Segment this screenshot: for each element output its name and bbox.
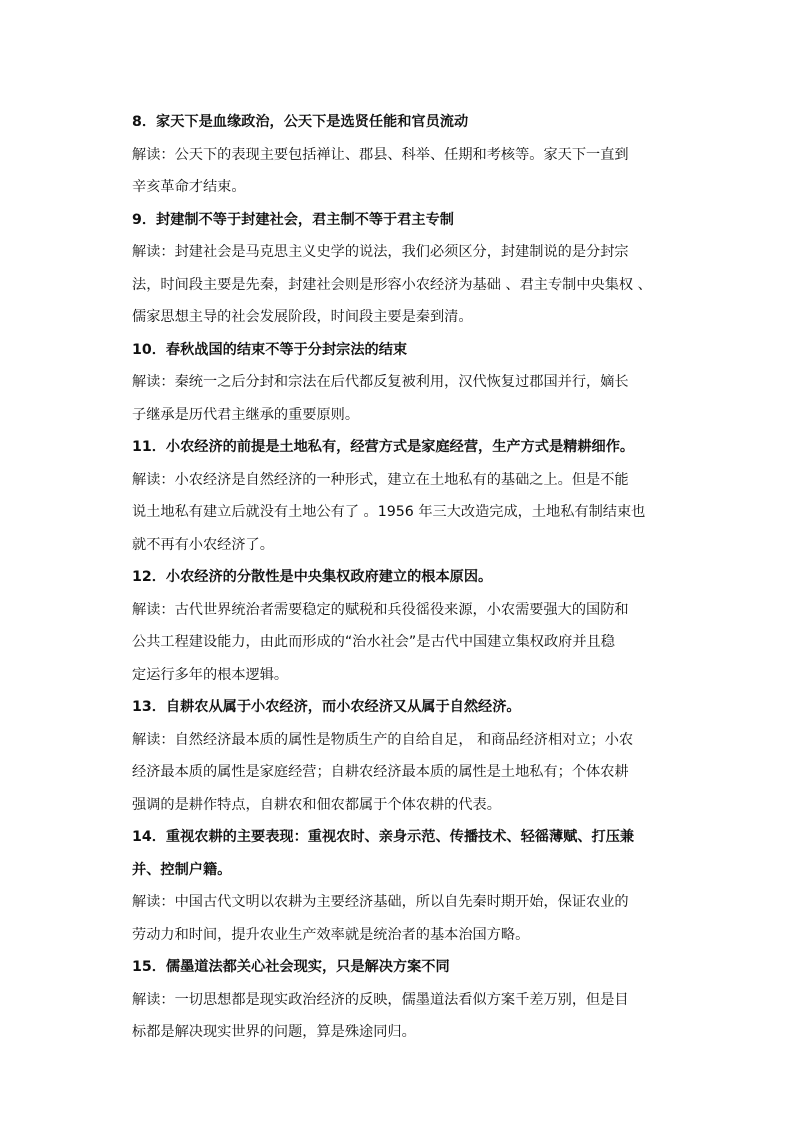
- item-explanation: 解读：封建社会是马克思主义史学的说法，我们必须区分，封建制说的是分封宗: [132, 244, 629, 260]
- item-heading: 8．家天下是血缘政治，公天下是选贤任能和官员流动: [132, 114, 469, 130]
- item-explanation: 解读：秦统一之后分封和宗法在后代都反复被利用，汉代恢复过郡国并行，嫡长: [132, 374, 629, 390]
- item-explanation: 解读：自然经济最本质的属性是物质生产的自给自足， 和商品经济相对立；小农: [132, 731, 634, 748]
- item-explanation: 就不再有小农经济了。: [132, 536, 274, 553]
- item-heading-continued: 并、控制户籍。: [132, 861, 232, 878]
- item-explanation: 辛亥革命才结束。: [132, 179, 246, 195]
- item-explanation: 定运行多年的根本逻辑。: [132, 666, 289, 683]
- item-heading: 15．儒墨道法都关心社会现实，只是解决方案不同: [132, 959, 450, 975]
- item-explanation: 劳动力和时间，提升农业生产效率就是统治者的基本治国方略。: [132, 926, 530, 943]
- item-explanation: 公共工程建设能力，由此而形成的“治水社会”是古代中国建立集权政府并且稳: [132, 634, 615, 650]
- item-explanation: 解读：中国古代文明以农耕为主要经济基础，所以自先秦时期开始，保证农业的: [132, 894, 629, 910]
- item-heading: 11．小农经济的前提是土地私有，经营方式是家庭经营，生产方式是精耕细作。: [132, 439, 635, 455]
- item-explanation: 法，时间段主要是先秦，封建社会则是形容小农经济为基础 、君主专制中央集权 、: [132, 276, 652, 293]
- item-explanation: 解读：一切思想都是现实政治经济的反映，儒墨道法看似方案千差万别，但是目: [132, 991, 629, 1008]
- item-explanation: 子继承是历代君主继承的重要原则。: [132, 406, 360, 423]
- item-explanation: 经济最本质的属性是家庭经营；自耕农经济最本质的属性是土地私有；个体农耕: [132, 764, 629, 780]
- item-heading: 12．小农经济的分散性是中央集权政府建立的根本原因。: [132, 569, 493, 585]
- item-explanation: 儒家思想主导的社会发展阶段，时间段主要是秦到清。: [132, 309, 473, 325]
- document-body: [132, 106, 672, 1049]
- item-explanation: 标都是解决现实世界的问题，算是殊途同归。: [132, 1024, 416, 1040]
- item-explanation: 解读：古代世界统治者需要稳定的赋税和兵役徭役来源，小农需要强大的国防和: [132, 601, 629, 618]
- item-heading: 10．春秋战国的结束不等于分封宗法的结束: [132, 341, 408, 358]
- item-explanation: 解读：小农经济是自然经济的一种形式，建立在土地私有的基础之上。但是不能: [132, 471, 629, 488]
- item-explanation: 强调的是耕作特点，自耕农和佃农都属于个体农耕的代表。: [132, 796, 501, 813]
- item-heading: 13．自耕农从属于小农经济，而小农经济又从属于自然经济。: [132, 699, 521, 715]
- item-heading: 9．封建制不等于封建社会，君主制不等于君主专制: [132, 211, 454, 228]
- item-heading: 14．重视农耕的主要表现：重视农时、亲身示范、传播技术、轻徭薄赋、打压兼: [132, 829, 635, 845]
- item-explanation: 说土地私有建立后就没有土地公有了 。1956 年三大改造完成，土地私有制结束也: [132, 504, 646, 520]
- item-explanation: 解读：公天下的表现主要包括禅让、郡县、科举、任期和考核等。家天下一直到: [132, 146, 629, 163]
